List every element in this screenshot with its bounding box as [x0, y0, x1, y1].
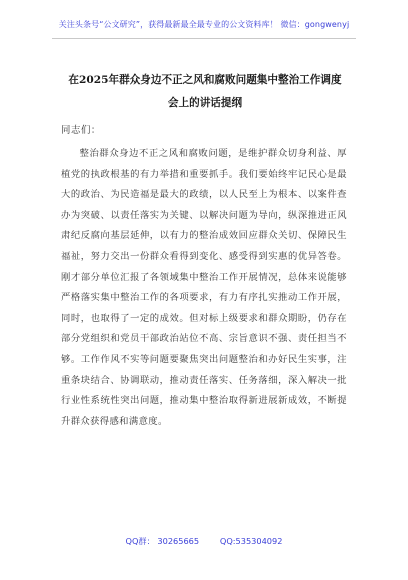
footer-contact: QQ群： 30265665 QQ:535304092	[125, 536, 283, 546]
title-line-2: 会上的讲话提纲	[167, 97, 243, 109]
document-title	[48, 69, 362, 115]
header-promo-text: 关注头条号“公文研究”，获得最新最全最专业的公文资料库！ 微信：gongwenyj	[58, 20, 350, 29]
title-line-1: 在2025年群众身边不正之风和腐败问题集中整治工作调度	[68, 74, 342, 86]
header-divider	[52, 38, 356, 39]
salutation: 同志们：	[61, 125, 101, 136]
body-text	[61, 144, 347, 432]
body-paragraph: 整治群众身边不正之风和腐败问题，是维护群众切身利益、厚植党的执政根基的有力举措和重要抓手。我们要始终牢记民心是最大的政治、为民造福是最大的政绩，以人民至上为根本、以案件查办为突破、以责任落实为关键、以解决问题为导向，纵深推进正风肃纪反腐向基层延伸，以有力的整治成效回应群众关切、保障民生福祉，努力交出一份群众看得到变化、感受得到实惠的优异答卷。刚才部分单位汇报了各领域集中整治工作开展情况，总体来说能够严格落实集中整治工作的各项要求，有力有序扎实推动工作开展，同时，也取得了一定的成效。但对标上级要求和群众期盼，仍存在部分党组织和党员干部政治站位不高、宗旨意识不强、责任担当不够。工作作风不实等问题要聚焦突出问题整治和办好民生实事，注重条块结合、协调联动，推动责任落实、任务落细，深入解决一批行业性系统性突出问题，推动集中整治取得新进展新成效，不断提升群众获得感和满意度。	[61, 148, 347, 427]
